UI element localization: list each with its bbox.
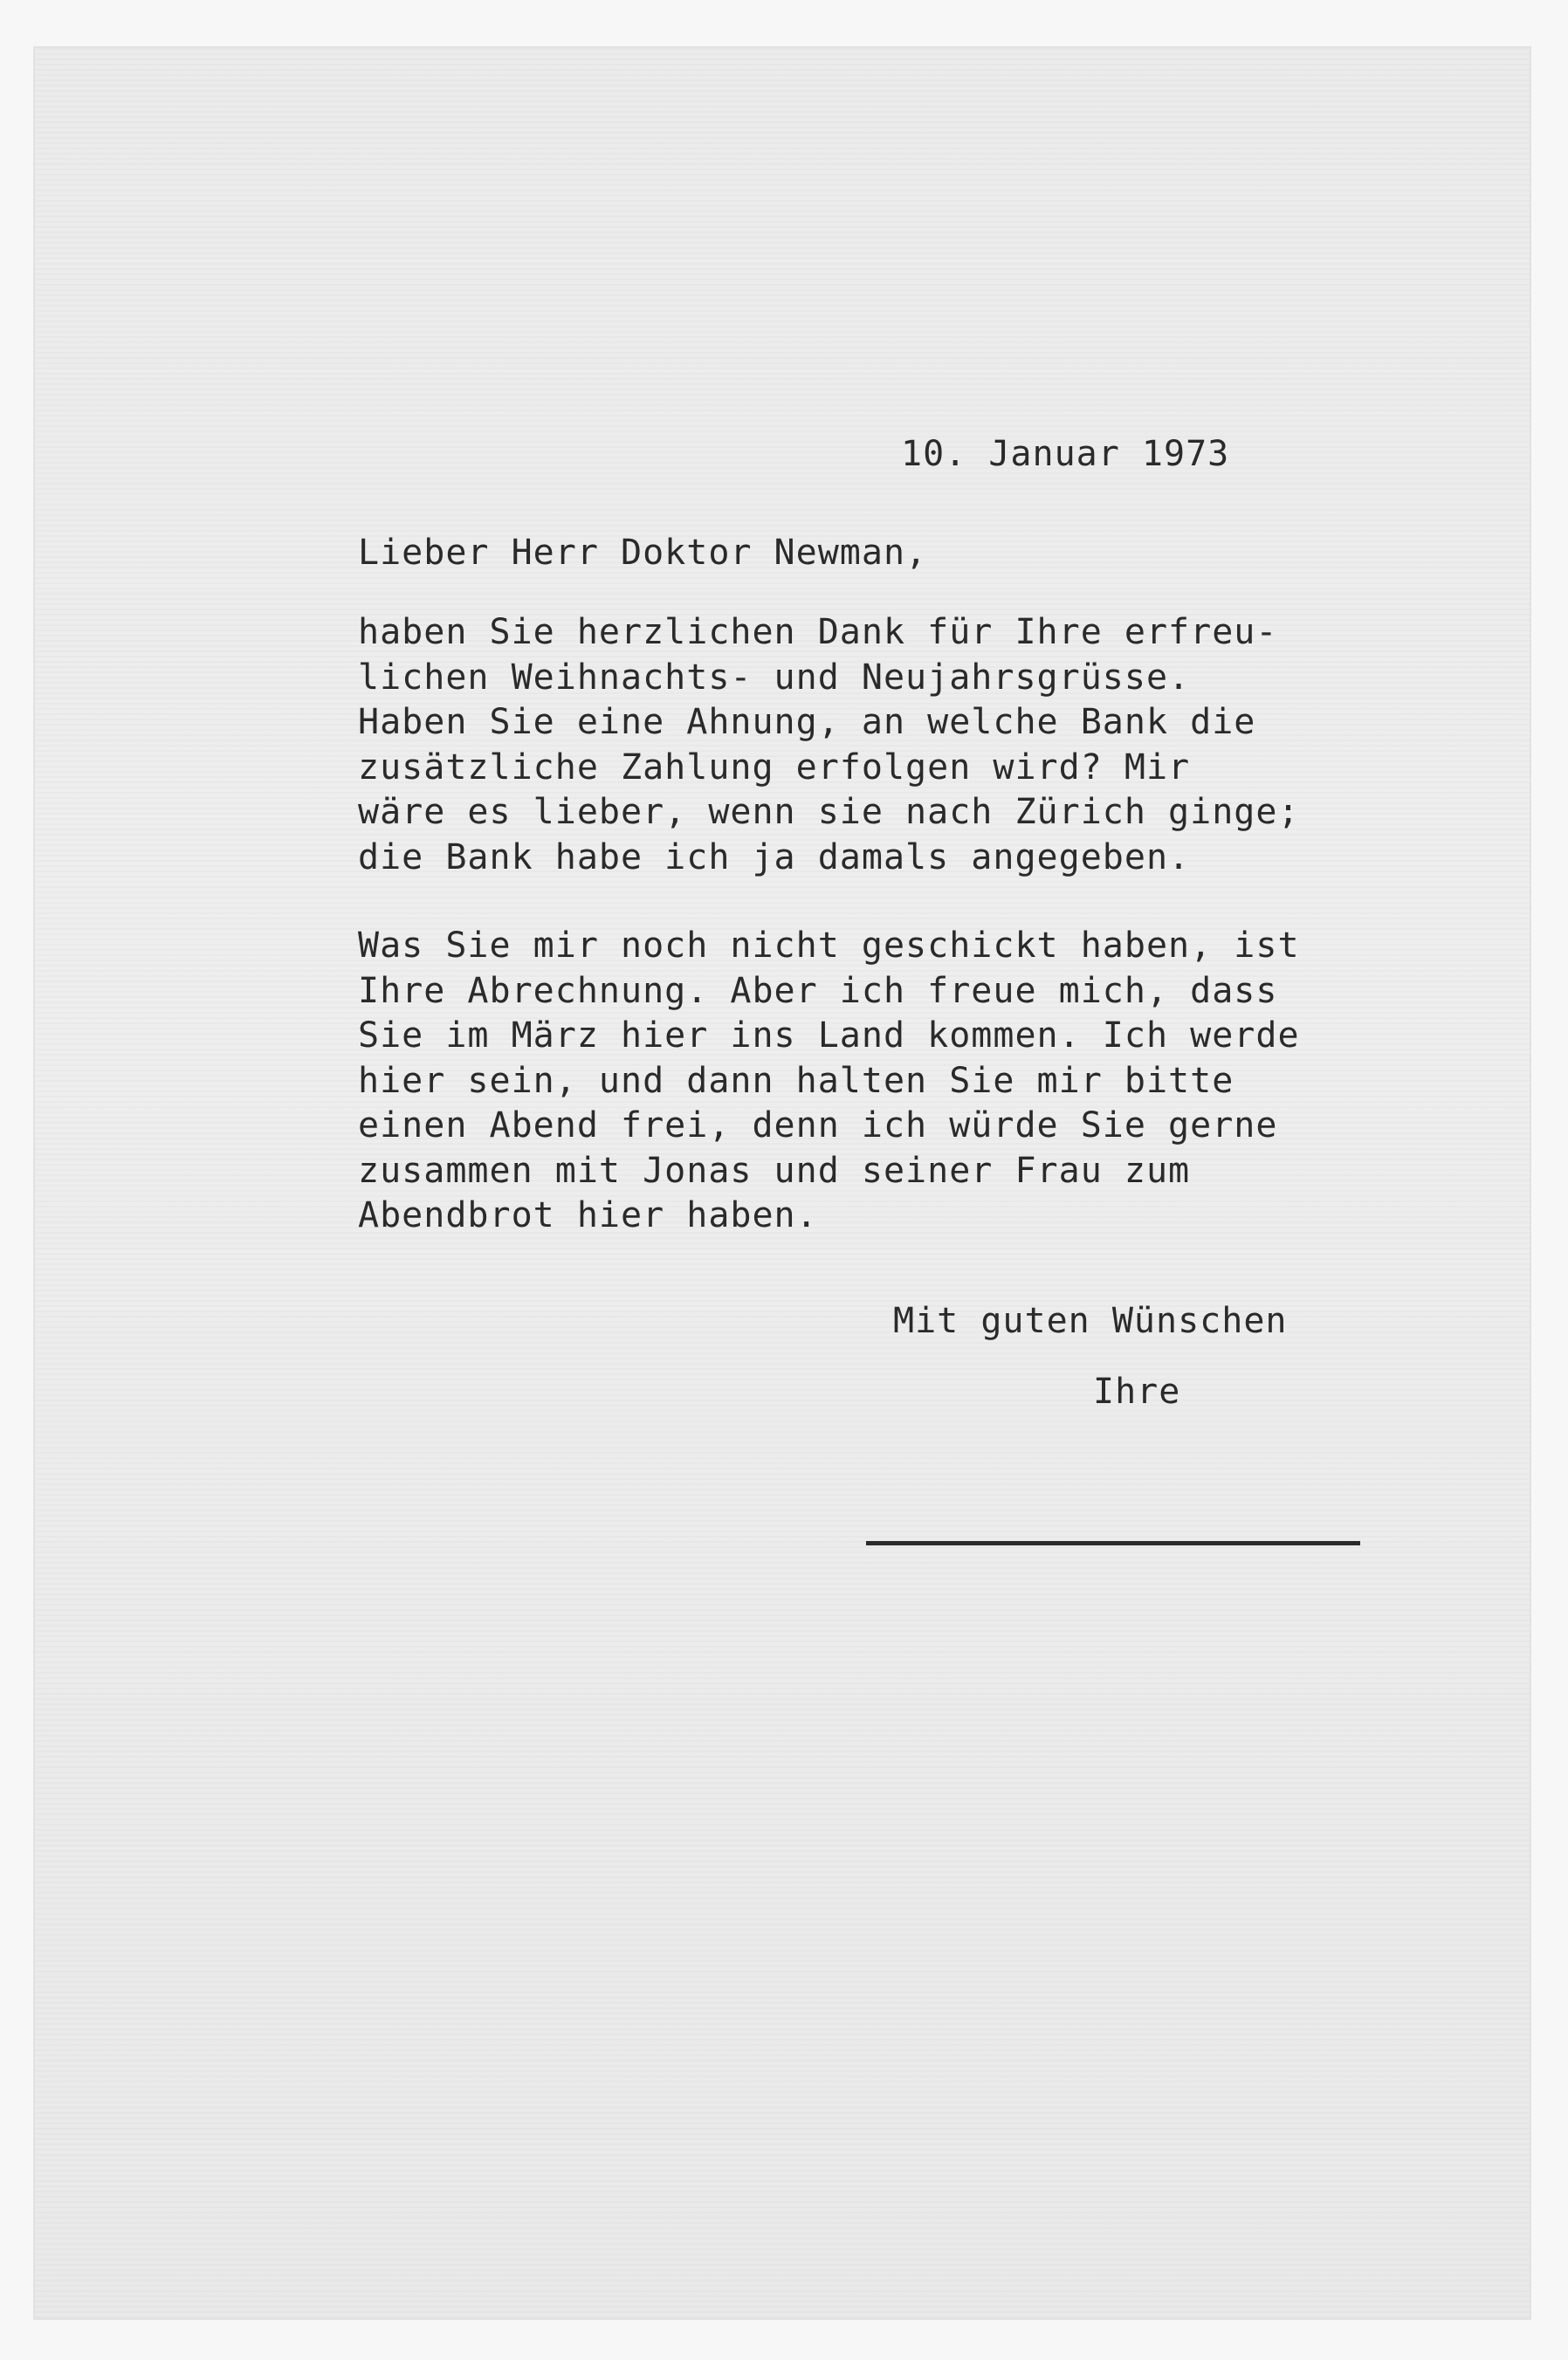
text-line: zusammen mit Jonas und seiner Frau zum xyxy=(358,1150,1191,1191)
letter-date: 10. Januar 1973 xyxy=(901,434,1230,474)
text-line: Sie im März hier ins Land kommen. Ich werde xyxy=(358,1015,1300,1056)
text-line: haben Sie herzlichen Dank für Ihre erfreu- xyxy=(358,612,1278,652)
paragraph-2 xyxy=(358,924,1300,1239)
text-line: Ihre Abrechnung. Aber ich freue mich, dass xyxy=(358,970,1278,1011)
closing: Mit guten Wünschen xyxy=(893,1301,1288,1341)
text-line: die Bank habe ich ja damals angegeben. xyxy=(358,836,1191,877)
signature-line xyxy=(866,1541,1360,1545)
text-line: Haben Sie eine Ahnung, an welche Bank die xyxy=(358,702,1256,742)
text-line: lichen Weihnachts- und Neujahrsgrüsse. xyxy=(358,657,1191,698)
text-line: Abendbrot hier haben. xyxy=(358,1195,818,1235)
text-line: hier sein, und dann halten Sie mir bitte xyxy=(358,1060,1234,1101)
text-line: zusätzliche Zahlung erfolgen wird? Mir xyxy=(358,747,1191,788)
paragraph-1 xyxy=(358,610,1300,880)
text-line: wäre es lieber, wenn sie nach Zürich ginge; xyxy=(358,792,1300,832)
text-line: einen Abend frei, denn ich würde Sie gerne xyxy=(358,1105,1278,1146)
text-line: Was Sie mir noch nicht geschickt haben, ist xyxy=(358,925,1300,966)
letter-page xyxy=(35,48,1530,2318)
signoff: Ihre xyxy=(1093,1372,1181,1412)
salutation: Lieber Herr Doktor Newman, xyxy=(358,533,928,573)
